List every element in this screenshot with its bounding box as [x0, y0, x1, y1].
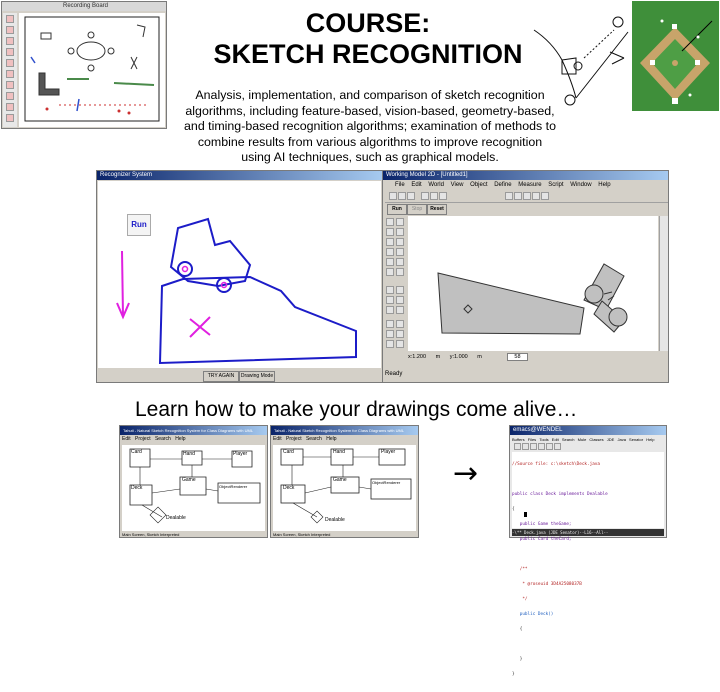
- menu-search[interactable]: Search: [561, 437, 575, 442]
- working-model-menubar: [385, 181, 668, 190]
- code-line: [512, 477, 664, 482]
- menu-mule[interactable]: Mule: [577, 437, 587, 442]
- recognizer-canvas[interactable]: [98, 181, 381, 368]
- palette-tool-icon[interactable]: [386, 228, 394, 236]
- uml-class-label: Hand: [183, 451, 195, 457]
- menu-file[interactable]: File: [395, 182, 405, 188]
- code-line: public Card theCard;: [512, 537, 572, 542]
- code-line: [512, 642, 664, 647]
- drawing-mode-button[interactable]: Drawing Mode: [239, 371, 275, 382]
- meeting-room-toolbar: [3, 13, 17, 127]
- palette-tool-icon[interactable]: [386, 330, 394, 338]
- palette-tool-icon[interactable]: [386, 306, 394, 314]
- stop-sim-button[interactable]: Stop: [407, 204, 427, 215]
- code-line: {: [512, 627, 523, 632]
- palette-tool-icon[interactable]: [396, 330, 404, 338]
- meeting-room-canvas[interactable]: [19, 13, 165, 127]
- room-sketch: [19, 13, 165, 127]
- zoom-icon[interactable]: [505, 192, 513, 200]
- palette-tool-icon[interactable]: [386, 286, 394, 294]
- uml-class-label: ObjectRenderer: [219, 484, 248, 489]
- tagline: Learn how to make your drawings come alive…: [135, 398, 578, 421]
- menu-object[interactable]: Object: [470, 182, 488, 188]
- working-model-titlebar: Working Model 2D - [Untitled1]: [383, 171, 668, 180]
- uml-window-right: [270, 425, 419, 538]
- open-file-icon[interactable]: [398, 192, 406, 200]
- cut-icon[interactable]: [530, 443, 537, 450]
- recognizer-titlebar: Recognizer System: [97, 171, 382, 180]
- palette-tool-icon[interactable]: [386, 238, 394, 246]
- palette-tool-icon[interactable]: [386, 218, 394, 226]
- reset-sim-button[interactable]: Reset: [427, 204, 447, 215]
- uml-class-label: Game: [182, 477, 196, 483]
- palette-tool-icon[interactable]: [396, 228, 404, 236]
- car-sketch: [98, 181, 381, 368]
- menu-help[interactable]: Help: [598, 182, 611, 188]
- baseball-field-image: [632, 1, 719, 111]
- tool-icon[interactable]: [6, 48, 14, 56]
- uml-class-label: Dealable: [325, 517, 345, 523]
- code-line: }: [512, 672, 515, 677]
- palette-tool-icon[interactable]: [386, 268, 394, 276]
- palette-tool-icon[interactable]: [386, 320, 394, 328]
- play-sketch: [532, 12, 630, 110]
- uml-class-label: Deck: [283, 485, 295, 491]
- help-icon[interactable]: [554, 443, 561, 450]
- copy-icon[interactable]: [538, 443, 545, 450]
- y-readout: y:1.000: [449, 354, 468, 360]
- emacs-titlebar: emacs@WENDEL: [510, 426, 666, 435]
- tool-icon[interactable]: [6, 81, 14, 89]
- working-model-toolbar: [385, 191, 668, 203]
- right-arrow-icon: →: [453, 456, 479, 491]
- x-readout: x:1.200: [408, 354, 427, 360]
- coordinate-bar: [408, 353, 666, 362]
- palette-tool-icon[interactable]: [396, 286, 404, 294]
- menu-view[interactable]: View: [450, 182, 464, 188]
- menu-help[interactable]: Help: [175, 436, 186, 442]
- working-model-controlbar: [385, 203, 668, 214]
- open-icon[interactable]: [514, 443, 521, 450]
- play-sketch-drawing: [532, 12, 630, 110]
- tool-icon[interactable]: [6, 70, 14, 78]
- uml-class-label: Card: [283, 449, 294, 455]
- menu-java[interactable]: Java: [617, 437, 626, 442]
- uml-right-status: Main Screen, Sketch Interpreted: [273, 532, 331, 537]
- uml-class-label: Game: [333, 477, 347, 483]
- menu-help[interactable]: Help: [646, 437, 655, 442]
- palette-tool-icon[interactable]: [396, 320, 404, 328]
- menu-edit[interactable]: Edit: [551, 437, 559, 442]
- palette-tool-icon[interactable]: [396, 268, 404, 276]
- tool-icon[interactable]: [6, 37, 14, 45]
- uml-left-status: Main Screen, Sketch Interpreted: [122, 532, 180, 537]
- menu-world[interactable]: World: [428, 182, 444, 188]
- menu-files[interactable]: Files: [527, 437, 537, 442]
- menu-project[interactable]: Project: [286, 436, 302, 442]
- emacs-toolbar: [512, 443, 664, 451]
- uml-left-titlebar: Tahuti - Natural Sketch Recognition System for Class Diagrams with UML: [120, 426, 267, 435]
- copy-icon[interactable]: [430, 192, 438, 200]
- working-model-palette: [385, 216, 407, 366]
- palette-tool-icon[interactable]: [396, 248, 404, 256]
- palette-tool-icon[interactable]: [386, 258, 394, 266]
- emacs-menubar: [512, 436, 654, 443]
- uml-right-canvas[interactable]: [273, 445, 416, 531]
- tool-icon[interactable]: [6, 103, 14, 111]
- title-line-1: COURSE:: [305, 8, 431, 38]
- code-line: {: [512, 507, 515, 512]
- menu-edit[interactable]: Edit: [122, 436, 131, 442]
- menu-measure[interactable]: Measure: [518, 182, 542, 188]
- code-line: public Game theGame;: [512, 522, 572, 527]
- uml-class-label: Hand: [333, 449, 345, 455]
- emacs-modeline: -\** Deck.java (JDE Senator)--L16--All--: [512, 529, 664, 536]
- code-line: //Source file: c:\sketch\Deck.java: [512, 462, 600, 467]
- uml-right-titlebar: Tahuti - Natural Sketch Recognition System for Class Diagrams with UML: [271, 426, 418, 435]
- code-line: * @roseuid 3D4A2508037B: [512, 582, 582, 587]
- uml-right-menubar: [273, 436, 337, 443]
- tool-icon[interactable]: [523, 192, 531, 200]
- palette-tool-icon[interactable]: [396, 218, 404, 226]
- tool-icon[interactable]: [6, 114, 14, 122]
- tool-icon[interactable]: [541, 192, 549, 200]
- uml-left-menubar: [122, 436, 186, 443]
- tool-icon[interactable]: [6, 92, 14, 100]
- code-line: public class Deck implements Dealable: [512, 492, 608, 497]
- title-line-2: SKETCH RECOGNITION: [213, 39, 523, 69]
- menu-script[interactable]: Script: [548, 182, 564, 188]
- cut-icon[interactable]: [421, 192, 429, 200]
- baseball-field-drawing: [632, 1, 719, 111]
- palette-tool-icon[interactable]: [396, 340, 404, 348]
- palette-tool-icon[interactable]: [386, 248, 394, 256]
- frame-counter[interactable]: 58: [507, 353, 527, 361]
- x-unit: m: [435, 354, 441, 360]
- paste-icon[interactable]: [546, 443, 553, 450]
- paste-icon[interactable]: [439, 192, 447, 200]
- run-button[interactable]: Run: [127, 214, 151, 236]
- text-cursor: [524, 512, 527, 517]
- simulation-scene: [408, 216, 658, 351]
- recognizer-window: [96, 170, 383, 383]
- palette-tool-icon[interactable]: [386, 340, 394, 348]
- code-line: /**: [512, 567, 528, 572]
- simulation-canvas[interactable]: [408, 216, 658, 351]
- menu-senator[interactable]: Senator: [629, 437, 644, 442]
- status-bar: Ready: [385, 371, 403, 377]
- tool-icon[interactable]: [6, 26, 14, 34]
- uml-window-left: [119, 425, 268, 538]
- menu-classes[interactable]: Classes: [589, 437, 604, 442]
- menu-project[interactable]: Project: [135, 436, 151, 442]
- menu-jde[interactable]: JDE: [606, 437, 615, 442]
- course-description: Analysis, implementation, and comparison of sketch recognition algorithms, including feature-based, vision-based, geometry-based, and timing-based recognition algorithms; examination of methods to combine results from various algorithms to improve recognition using AI techniques, such as graphical models.: [184, 88, 556, 164]
- page-title: [178, 8, 558, 70]
- tool-icon[interactable]: [532, 192, 540, 200]
- menu-window[interactable]: Window: [570, 182, 592, 188]
- save-file-icon[interactable]: [407, 192, 415, 200]
- code-line: }: [512, 657, 523, 662]
- menu-buffers[interactable]: Buffers: [512, 437, 525, 442]
- palette-tool-icon[interactable]: [396, 238, 404, 246]
- emacs-window: [509, 425, 667, 677]
- palette-tool-icon[interactable]: [386, 296, 394, 304]
- palette-tool-icon[interactable]: [396, 306, 404, 314]
- new-file-icon[interactable]: [389, 192, 397, 200]
- menu-help[interactable]: Help: [326, 436, 337, 442]
- y-unit: m: [477, 354, 482, 360]
- meeting-room-titlebar: Recording Board: [2, 2, 166, 11]
- menu-search[interactable]: Search: [154, 436, 171, 442]
- tool-icon[interactable]: [514, 192, 522, 200]
- uml-class-label: Dealable: [166, 515, 186, 521]
- menu-edit[interactable]: Edit: [411, 182, 422, 188]
- tool-icon[interactable]: [6, 59, 14, 67]
- palette-tool-icon[interactable]: [396, 258, 404, 266]
- save-icon[interactable]: [522, 443, 529, 450]
- menu-tools[interactable]: Tools: [539, 437, 549, 442]
- tool-icon[interactable]: [6, 15, 14, 23]
- uml-class-label: Player: [233, 451, 248, 457]
- menu-define[interactable]: Define: [494, 182, 512, 188]
- uml-class-label: Player: [381, 449, 396, 455]
- menu-edit[interactable]: Edit: [273, 436, 282, 442]
- run-sim-button[interactable]: Run: [387, 204, 407, 215]
- palette-tool-icon[interactable]: [396, 296, 404, 304]
- code-line: [512, 552, 664, 557]
- uml-class-label: Deck: [131, 485, 143, 491]
- code-line: */: [512, 597, 528, 602]
- meeting-room-window: [1, 1, 167, 129]
- uml-class-label: ObjectRenderer: [372, 480, 401, 485]
- vertical-scrollbar[interactable]: [659, 216, 668, 351]
- code-line: public Deck(): [512, 612, 554, 617]
- uml-left-canvas[interactable]: [122, 445, 265, 531]
- working-model-window: [382, 170, 669, 383]
- try-again-button[interactable]: TRY AGAIN: [203, 371, 239, 382]
- menu-search[interactable]: Search: [305, 436, 322, 442]
- uml-class-label: Card: [131, 449, 142, 455]
